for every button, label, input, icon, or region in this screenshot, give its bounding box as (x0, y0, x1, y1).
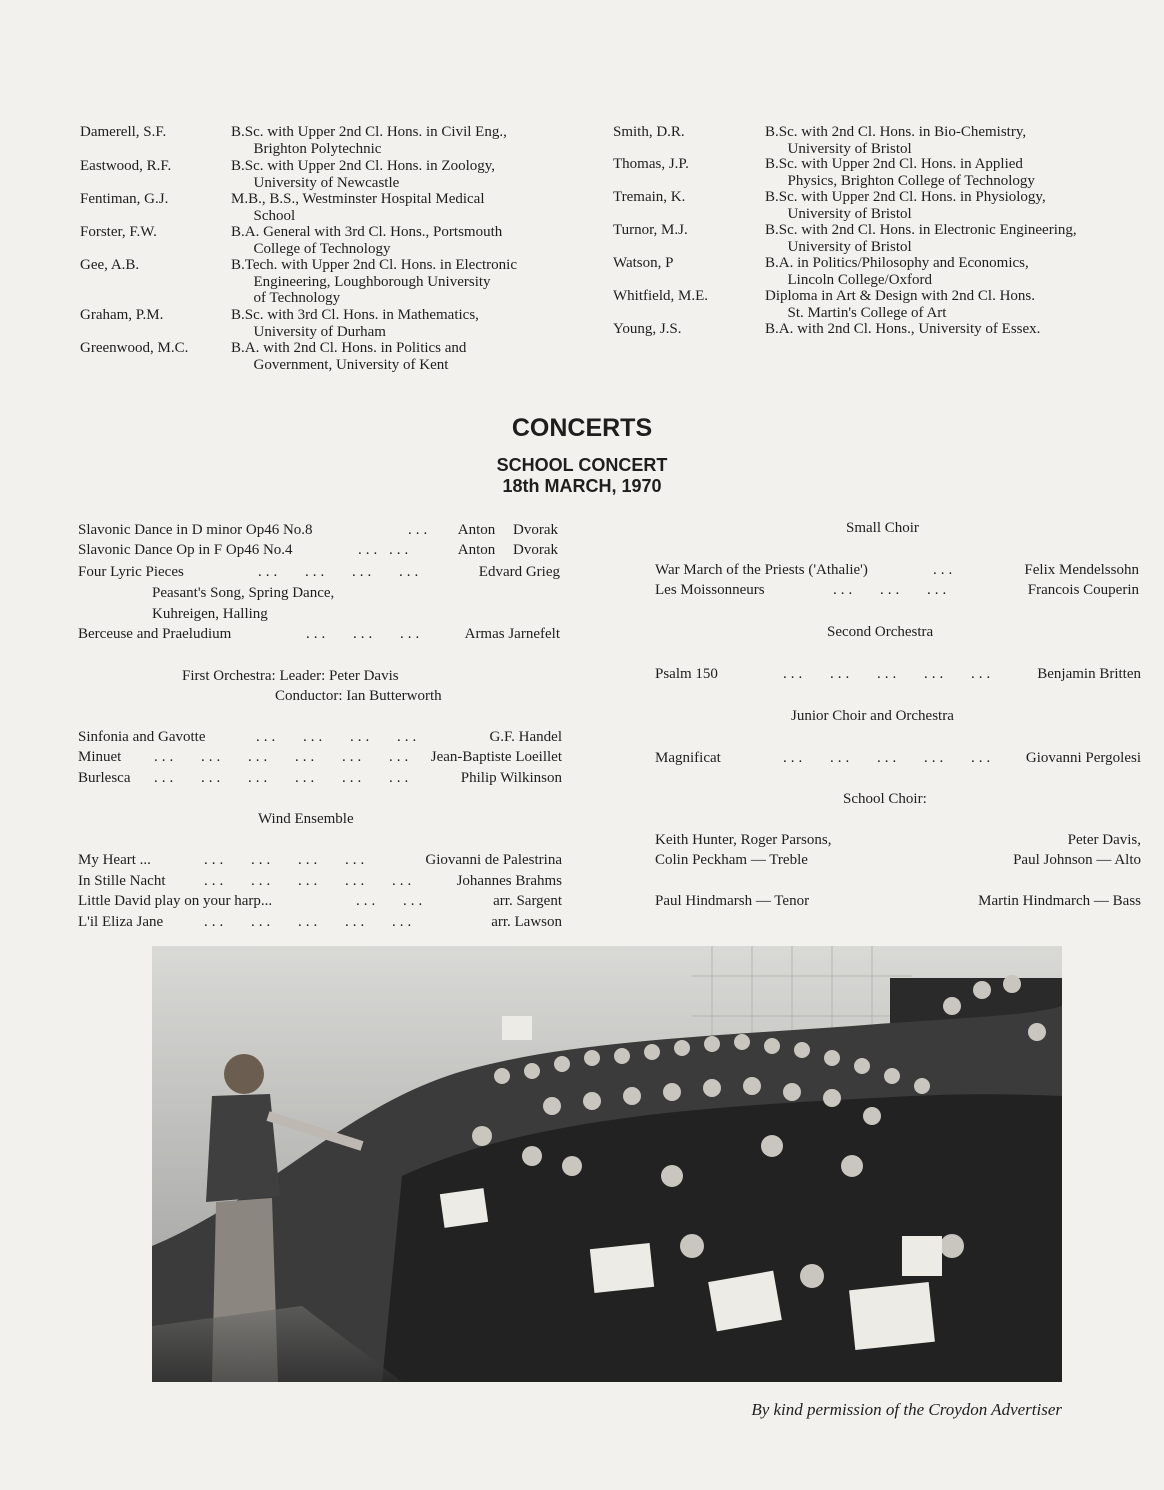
programme-item: Slavonic Dance Op in F Op46 No.4 ... ... Anton Dvorak (78, 542, 558, 558)
programme-subitem: Kuhreigen, Halling (152, 606, 268, 622)
section-title: CONCERTS (511, 414, 653, 442)
graduate-degree: B.Sc. with Upper 2nd Cl. Hons. in Applied Physics, Brighton College of Technology (765, 156, 1035, 189)
graduate-name: Smith, D.R. (613, 124, 685, 140)
graduate-degree: B.A. in Politics/Philosophy and Economics, Lincoln College/Oxford (765, 255, 1029, 288)
programme-item: War March of the Priests ('Athalie') ... Felix Mendelssohn (655, 562, 1139, 578)
graduate-degree: B.Sc. with Upper 2nd Cl. Hons. in Zoology, University of Newcastle (231, 158, 496, 191)
programme-item: Four Lyric Pieces ... ... ... ... Edvard Grieg (78, 564, 560, 580)
graduate-degree: M.B., B.S., Westminster Hospital Medical School (231, 191, 485, 224)
second-orchestra-heading: Second Orchestra (827, 624, 934, 640)
small-choir-heading: Small Choir (846, 520, 919, 536)
graduates-right-column (613, 124, 1153, 354)
soloists-row: Colin Peckham — Treble Paul Johnson — Alto (655, 852, 1141, 868)
programme-item: Berceuse and Praeludium ... ... ... Armas Jarnefelt (78, 626, 560, 642)
graduates-left-column (80, 124, 600, 384)
concert-photograph (152, 946, 1062, 1382)
graduate-name: Turnor, M.J. (613, 222, 688, 238)
graduate-degree: Diploma in Art & Design with 2nd Cl. Hons. St. Martin's College of Art (765, 288, 1035, 321)
programme-right (655, 518, 1141, 918)
graduate-degree: B.Sc. with 2nd Cl. Hons. in Bio-Chemistry, University of Bristol (765, 124, 1027, 157)
programme-item: L'il Eliza Jane ... ... ... ... ... arr. Lawson (78, 914, 562, 930)
orchestra-photo-image (152, 946, 1062, 1382)
graduate-name: Fentiman, G.J. (80, 191, 169, 207)
programme-item: Slavonic Dance in D minor Op46 No.8 ... Anton Dvorak (78, 522, 558, 538)
programme-item: Sinfonia and Gavotte ... ... ... ... G.F. Handel (78, 729, 562, 745)
graduate-degree: B.A. with 2nd Cl. Hons. in Politics and Government, University of Kent (231, 340, 467, 373)
programme-left (78, 518, 562, 938)
programme-item: Little David play on your harp... ... ... arr. Sargent (78, 893, 562, 909)
graduate-name: Thomas, J.P. (613, 156, 689, 172)
graduate-name: Graham, P.M. (80, 307, 164, 323)
programme-subitem: Peasant's Song, Spring Dance, (152, 585, 335, 601)
graduate-degree: B.Sc. with Upper 2nd Cl. Hons. in Civil Eng., Brighton Polytechnic (231, 124, 507, 157)
graduate-name: Damerell, S.F. (80, 124, 167, 140)
soloists-row: Keith Hunter, Roger Parsons, Peter Davis, (655, 832, 1141, 848)
graduate-degree: B.A. General with 3rd Cl. Hons., Portsmouth College of Technology (231, 224, 503, 257)
photo-caption: By kind permission of the Croydon Advertiser (751, 1400, 1062, 1419)
graduate-name: Eastwood, R.F. (80, 158, 172, 174)
graduate-name: Watson, P (613, 255, 674, 271)
graduate-degree: B.Tech. with Upper 2nd Cl. Hons. in Electronic Engineering, Loughborough University of Technology (231, 257, 517, 306)
graduate-name: Forster, F.W. (80, 224, 157, 240)
graduate-name: Tremain, K. (613, 189, 686, 205)
graduate-degree: B.Sc. with 3rd Cl. Hons. in Mathematics, University of Durham (231, 307, 479, 340)
graduate-degree: B.Sc. with Upper 2nd Cl. Hons. in Physiology, University of Bristol (765, 189, 1046, 222)
graduate-name: Whitfield, M.E. (613, 288, 708, 304)
programme-item: Burlesca ... ... ... ... ... ... Philip Wilkinson (78, 770, 562, 786)
school-choir-heading: School Choir: (843, 791, 927, 807)
graduate-name: Young, J.S. (613, 321, 682, 337)
first-orchestra-leader: First Orchestra: Leader: Peter Davis (182, 668, 399, 684)
programme-item: Minuet ... ... ... ... ... ... Jean-Baptiste Loeillet (78, 749, 562, 765)
concert-title: SCHOOL CONCERT (496, 455, 668, 475)
soloists-row: Paul Hindmarsh — Tenor Martin Hindmarch — Bass (655, 893, 1141, 909)
graduate-name: Greenwood, M.C. (80, 340, 189, 356)
programme-item: Magnificat ... ... ... ... ... Giovanni Pergolesi (655, 750, 1141, 766)
first-orchestra-conductor: Conductor: Ian Butterworth (275, 688, 442, 704)
wind-ensemble-heading: Wind Ensemble (258, 811, 354, 827)
programme-item: Psalm 150 ... ... ... ... ... Benjamin Britten (655, 666, 1141, 682)
graduate-degree: B.Sc. with 2nd Cl. Hons. in Electronic Engineering, University of Bristol (765, 222, 1077, 255)
programme-item: In Stille Nacht ... ... ... ... ... Johannes Brahms (78, 873, 562, 889)
junior-choir-heading: Junior Choir and Orchestra (791, 708, 954, 724)
programme-item: My Heart ... ... ... ... ... Giovanni de Palestrina (78, 852, 562, 868)
programme-item: Les Moissonneurs ... ... ... Francois Couperin (655, 582, 1139, 598)
concert-date: 18th MARCH, 1970 (502, 476, 662, 496)
graduate-degree: B.A. with 2nd Cl. Hons., University of Essex. (765, 321, 1041, 337)
graduate-name: Gee, A.B. (80, 257, 140, 273)
